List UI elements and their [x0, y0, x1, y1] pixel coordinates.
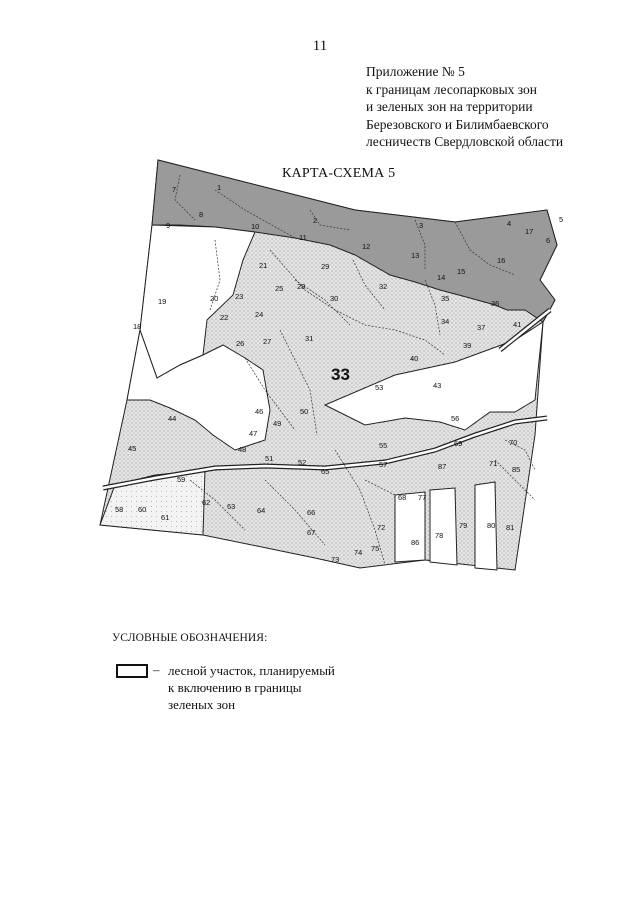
quarter-label: 6: [546, 236, 551, 245]
quarter-label: 30: [330, 294, 339, 303]
quarter-label: 63: [227, 502, 236, 511]
quarter-label: 9: [166, 221, 171, 230]
quarter-label: 68: [398, 493, 407, 502]
quarter-label: 35: [441, 294, 450, 303]
quarter-label: 86: [411, 538, 420, 547]
quarter-label: 50: [300, 407, 309, 416]
appendix-line: Приложение № 5: [366, 64, 465, 79]
quarter-label: 73: [331, 555, 340, 564]
quarter-label: 51: [265, 454, 274, 463]
quarter-label: 49: [273, 419, 282, 428]
quarter-label: 17: [525, 227, 534, 236]
quarter-label: 13: [411, 251, 420, 260]
quarter-label: 4: [507, 219, 512, 228]
quarter-label: 67: [307, 528, 316, 537]
quarter-label: 47: [249, 429, 258, 438]
quarter-label: 36: [491, 299, 500, 308]
quarter-label: 61: [161, 513, 170, 522]
quarter-label: 16: [497, 256, 506, 265]
quarter-label: 70: [509, 438, 518, 447]
quarter-label: 81: [506, 523, 515, 532]
quarter-label: 75: [371, 544, 380, 553]
quarter-label: 44: [168, 414, 177, 423]
page-number: 11: [312, 38, 328, 54]
quarter-label: 37: [477, 323, 486, 332]
quarter-label: 32: [379, 282, 388, 291]
quarter-label: 3: [419, 221, 424, 230]
quarter-label: 60: [138, 505, 147, 514]
quarter-label: 39: [463, 341, 472, 350]
legend-line: лесной участок, планируемый: [168, 663, 335, 678]
quarter-label: 5: [559, 215, 564, 224]
quarter-label: 77: [418, 493, 427, 502]
quarter-label: 18: [133, 322, 142, 331]
quarter-label: 25: [275, 284, 284, 293]
quarter-label: 14: [437, 273, 446, 282]
quarter-label: 64: [257, 506, 266, 515]
quarter-label: 66: [307, 508, 316, 517]
quarter-label: 48: [238, 445, 247, 454]
quarter-label: 65: [321, 467, 330, 476]
quarter-label: 79: [459, 521, 468, 530]
quarter-label: 31: [305, 334, 314, 343]
legend: [112, 632, 335, 712]
quarter-label: 69: [454, 439, 463, 448]
quarter-label: 24: [255, 310, 264, 319]
map-title: КАРТА-СХЕМА 5: [282, 166, 396, 181]
appendix-line: к границам лесопарковых зон: [366, 81, 537, 97]
quarter-label: 40: [410, 354, 419, 363]
legend-line: зеленых зон: [168, 697, 236, 712]
quarter-label: 19: [158, 297, 167, 306]
legend-swatch: [116, 664, 148, 678]
appendix-line: и зеленых зон на территории: [366, 99, 533, 114]
quarter-label: 72: [377, 523, 386, 532]
quarter-label: 10: [251, 222, 260, 231]
quarter-label: 34: [441, 317, 450, 326]
quarter-label: 11: [299, 233, 307, 242]
quarter-label: 26: [236, 339, 245, 348]
quarter-label: 87: [438, 462, 447, 471]
quarter-label: 55: [379, 441, 388, 450]
quarter-label: 57: [379, 460, 388, 469]
legend-title: УСЛОВНЫЕ ОБОЗНАЧЕНИЯ:: [112, 632, 268, 644]
quarter-label: 74: [354, 548, 363, 557]
quarter-label: 46: [255, 407, 264, 416]
quarter-label: 22: [220, 313, 229, 322]
quarter-label: 59: [177, 475, 186, 484]
appendix-line: лесничеств Свердловской области: [366, 134, 564, 149]
quarter-label: 78: [435, 531, 444, 540]
quarter-label: 12: [362, 242, 371, 251]
quarter-label: 45: [128, 444, 137, 453]
quarter-label: 8: [199, 210, 204, 219]
quarter-label: 15: [457, 267, 466, 276]
quarter-label: 58: [115, 505, 124, 514]
quarter-label: 80: [487, 521, 496, 530]
legend-dash: –: [153, 662, 160, 677]
quarter-label: 41: [513, 320, 522, 329]
quarter-label: 52: [298, 458, 307, 467]
quarter-label: 85: [512, 465, 521, 474]
quarter-label: 71: [489, 459, 498, 468]
legend-line: к включению в границы: [168, 680, 302, 695]
forest-map-svg: [95, 150, 565, 590]
parcel-south-strip-2: [430, 488, 457, 565]
appendix-heading: [366, 63, 626, 151]
quarter-label: 1: [217, 183, 222, 192]
quarter-label: 27: [263, 337, 272, 346]
legend-item-text: [168, 662, 335, 713]
quarter-label: 28: [297, 282, 306, 291]
quarter-label: 62: [202, 498, 211, 507]
forest-map: [95, 150, 565, 590]
appendix-line: Березовского и Билимбаевского: [366, 116, 549, 132]
quarter-label: 29: [321, 262, 330, 271]
block-number: 33: [331, 365, 350, 384]
quarter-label: 2: [313, 216, 318, 225]
quarter-label: 56: [451, 414, 460, 423]
quarter-label: 20: [210, 294, 219, 303]
quarter-label: 7: [172, 185, 177, 194]
quarter-label: 43: [433, 381, 442, 390]
quarter-label: 53: [375, 383, 384, 392]
quarter-label: 23: [235, 292, 244, 301]
parcel-south-strip-1: [395, 492, 425, 562]
quarter-label: 21: [259, 261, 268, 270]
